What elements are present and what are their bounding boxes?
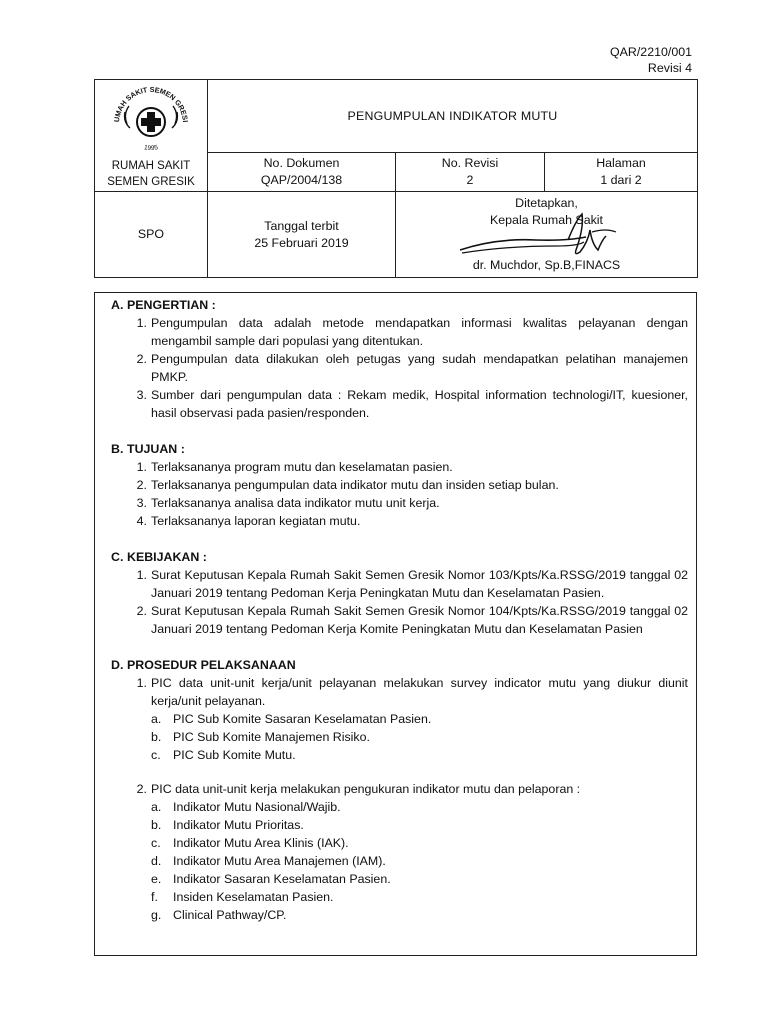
sub-list-item: b. PIC Sub Komite Manajemen Risiko. [151,730,370,744]
list-item: 1. PIC data unit-unit kerja/unit pelayanan melakukan survey indicator mutu yang diukur diunit kerja/unit pelayanan. a. PIC Sub Komite Sasaran Keselamatan Pasien. b. PIC Sub Komite Manajemen Risiko. c. PIC Sub Komite Mutu. [136,676,688,762]
section-b-title: TUJUAN : [127,442,185,456]
page-number-label: Halaman [596,156,646,170]
sub-list-item: a. Indikator Mutu Nasional/Wajib. [151,800,341,814]
list-item: 4. Terlaksananya laporan kegiatan mutu. [136,514,361,528]
hospital-name-line-2: SEMEN GRESIK [107,176,195,188]
issue-date-label: Tanggal terbit [264,218,339,233]
list-item: 2. Surat Keputusan Kepala Rumah Sakit Semen Gresik Nomor 104/Kpts/Ka.RSSG/2019 tanggal 02 Januari 2019 tentang Pedoman Kerja Komite Peningkatan Mutu dan Keselamatan Pasien [136,604,688,636]
section-a-list [129,314,688,422]
section-a-title: PENGERTIAN : [127,298,216,312]
svg-text:1995 [143,144,158,152]
doc-number-label: No. Dokumen [263,156,340,170]
revision-number-cell [396,153,545,192]
signature-image [456,210,626,260]
sub-list-item: g. Clinical Pathway/CP. [151,908,287,922]
sub-list-item: e. Indikator Sasaran Keselamatan Pasien. [151,872,391,886]
list-item: 2. PIC data unit-unit kerja melakukan pengukuran indikator mutu dan pelaporan : a. Indikator Mutu Nasional/Wajib. b. Indikator Mutu Prioritas. c. Indikator Mutu Area Klinis (IAK). d. Indikator Mutu Area Manajemen (IAM). e. Indikator Sasaran Keselamatan Pasien. f. Insiden Keselamatan Pasien. g. Clinical Pathway/CP. [129,780,688,924]
approval-line-2: Kepala Rumah Sakit [490,213,603,227]
doc-number-value: QAP/2004/138 [260,173,343,187]
logo-arc-text: UMAH SAKIT SEMEN GRESI [111,84,190,123]
hospital-logo [105,84,197,156]
sub-list-item: c. Indikator Mutu Area Klinis (IAK). [151,836,349,850]
list-item: 1. Pengumpulan data adalah metode mendapatkan informasi kwalitas pelayanan dengan mengambil sample dari populasi yang ditentukan. [136,316,688,348]
list-item: 2. Pengumpulan data dilakukan oleh petugas yang sudah mendapatkan pelatihan manajemen PMKP. [136,352,688,384]
document-body [94,292,697,956]
page-number-value: 1 dari 2 [600,173,642,187]
section-c-heading: C. KEBIJAKAN : [111,550,207,564]
list-item: 1. Terlaksananya program mutu dan keselamatan pasien. [136,460,453,474]
hospital-name-line-1: RUMAH SAKIT [111,160,191,172]
page-number-cell [545,153,698,192]
sub-list-item: b. Indikator Mutu Prioritas. [151,818,304,832]
section-a-heading: A. PENGERTIAN : [111,298,216,312]
document-title: PENGUMPULAN INDIKATOR MUTU [208,80,698,153]
sub-list-item: a. PIC Sub Komite Sasaran Keselamatan Pasien. [151,712,432,726]
approval-line-1: Ditetapkan, [515,196,578,210]
section-b-heading: B. TUJUAN : [111,442,185,456]
logo-year-text: 1995 [143,144,159,152]
sub-list-item: c. PIC Sub Komite Mutu. [151,748,296,762]
section-d-list [129,674,688,924]
sub-list-item: d. Indikator Mutu Area Manajemen (IAM). [151,854,386,868]
doc-number-cell [208,153,396,192]
section-d-item-2-sublist [151,798,688,924]
document-reference [610,44,692,76]
doc-revision: Revisi 4 [647,61,692,75]
section-d-heading: D. PROSEDUR PELAKSANAAN [111,658,296,672]
section-d-item-1-sublist [151,710,688,764]
issue-date-cell [208,192,396,278]
list-item: 3. Sumber dari pengumpulan data : Rekam medik, Hospital information technologi/IT, kuesioner, hasil observasi pada pasien/responden. [136,388,688,420]
section-c-title: KEBIJAKAN : [127,550,207,564]
signer-name: dr. Muchdor, Sp.B,FINACS [472,258,621,272]
issue-date-value: 25 Februari 2019 [254,235,349,250]
section-d-title: PROSEDUR PELAKSANAAN [127,658,296,672]
revision-number-value: 2 [466,173,474,187]
section-b-list [129,458,688,530]
hospital-logo-cell [95,80,208,192]
revision-number-label: No. Revisi [441,156,499,170]
hospital-name [95,158,207,190]
list-item: 1. Surat Keputusan Kepala Rumah Sakit Semen Gresik Nomor 103/Kpts/Ka.RSSG/2019 tanggal 02 Januari 2019 tentang Pedoman Kerja Peningkatan Mutu dan Keselamatan Pasien. [136,568,688,600]
list-item: 2. Terlaksananya pengumpulan data indikator mutu dan insiden setiap bulan. [136,478,559,492]
approval-cell [396,192,698,278]
doc-code: QAR/2210/001 [610,45,692,59]
document-header-table [94,79,698,278]
list-item: 3. Terlaksananya analisa data indikator mutu unit kerja. [136,496,440,510]
sub-list-item: f. Insiden Keselamatan Pasien. [151,890,334,904]
section-c-list [129,566,688,638]
document-type: SPO [95,192,208,278]
